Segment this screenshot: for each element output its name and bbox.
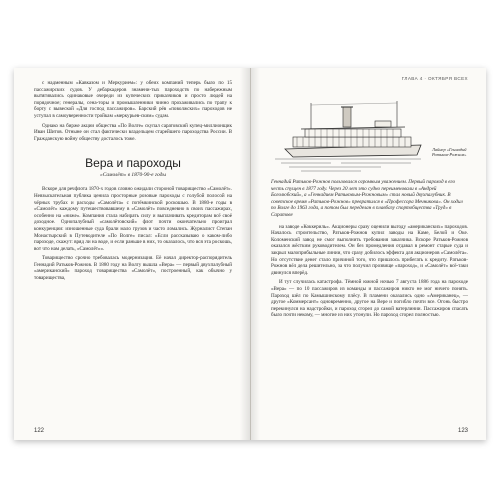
left-paragraph-2: Однако на бирже акции общества «По Волге» скупал саратовский купец-миллионщик Иван Шитов. Отныне он стал фактически владельцем старейшего пароходства России. В Гражданскую войну обществу досталось тоже. [34,122,232,142]
steamship-drawing [271,87,431,179]
right-page [250,68,486,440]
steamship-illustration [271,87,468,179]
left-paragraph-4: Товарищество срочно требовалась модернизация. Её начал директор-распорядитель Геннадий Ратьков-Рожнов. В 1880 году на Волгу вышла «Вера» — первый двухпалубный «американский» пароход товарищества «Самолёт», построенный, как обычно у товарищества, [34,255,232,282]
book-spread [14,68,486,440]
illustration-description: Геннадий Ратьков-Рожнов пользовался огромным уважением. Первый пароход в его честь спущен в 1877 году. Через 20 лет это судно переименовали в «Андрей Боголюбский», а «Геннадием Ратьковым-Рожновым» стал новый двухпалубник. В советское время «Ратьков-Рожнов» превратился в «Профессора Мечникова». Он ходил по Волге до 1963 года, а потом был переделан в плавбазу спортобщества «Труд» в Саратове [271,179,463,218]
running-head: ГЛАВА 4 · ОКТЯБРЯ ВСЕХ [401,76,468,81]
right-paragraph-1: на заводе «Коккериль». Акционеры сразу оценили выгоду «американских» пароходов. Началось строительство, Ратьков-Рожнов купил заводы на Каме, Белой и Оке. Коломенский завод не смог выполнить требования заказчика. Вскоре Ратьков-Рожнов оказался жёстким руководителем. Он без промедления отдавал в ремонт старые суда и закрыл малоприбыльные линии, что сразу добилось эффекта для акционеров «Самолёта». Но отсутствие денег стало причиной того, что пришлось прибегать к кредиту. Ратьков-Рожнов вёл дела решительно, за что получил прозвище «пароход», и «Самолёт» всё-таки двинулся вперёд. [271,223,468,276]
left-page [14,68,250,440]
chapter-subtitle: «Самолёт» в 1870-90-е годы [100,172,166,179]
right-page-number: 123 [457,428,468,434]
left-paragraph-3: Вскоре для речфлота 1870-х годов словно ожидали стороной товарищество «Самолёт». Невзыскательная публика ценила просторные розовые пароходы с голубой полосой на чёрных трубах и расходы «Самолёта» с потёмкинской роскошью. В 1880-е годы в «Самолёт» каждому путешествовавшему в «Самолёт» повседневно в своих пассажирах, особенно на «ниже». Компания стала набирать силу и выплачивать кредиторам всё своё доходное. Однопалубный «самолётовский» флот почти окончательно проиграл конкуренции: изношенные суда брали мало грузов и часто ломались. Журналист Степан Монастырский в Путеводителе «По Волге» писал: «Если рассказываю о каком-либо пароходе, скажут: вряд ли на воде, и если раньше в них, то оказалось, что вся эта роскошь, вот что нам делать, «Самолёт»». [34,186,232,252]
figure-caption: Лайнер «Геннадий Ратьков-Рожнов» [432,147,467,158]
chapter-title: Вера и пароходы [85,156,181,171]
left-page-number: 122 [34,428,45,434]
right-paragraph-2: И тут случилась катастрофа. Тёмной южной ночью 7 августа 1886 года на пароходе «Вера» — по 10 пассажиров из команды и пассажиров никто не мог ничего понять. Пароход шёл по Камышинскому плёсу. В пламени оказались одно «Американец», — другое «Коммерсант» одновременно, другое на Вере и погибло почти все. Огонь быстро перекинулся на надстройки, и пароход сгорел до самой ватерлинии. Пассажиров спасать было почти некому, — многие из них утонули. Но пароход сгорел полностью. [271,279,468,319]
left-paragraph-1: с надменным «Кавказом и Меркурием»: у обеих компаний теперь было по 15 пассажирских судов. У дебаркадеров знамени-тых пароходств по набережным вытягивались одинаковые очереди из купеческих приказчиков и просто людей на порядочное; генералы, сена-торы и промышленники чинно прохаживались по трапу к борту с вывеской «Для господ пассажиров». Барский рёв «поволжских» пароходов не уступал в самоуверенности тройкам «меркурьев-ским» судам. [34,80,232,119]
